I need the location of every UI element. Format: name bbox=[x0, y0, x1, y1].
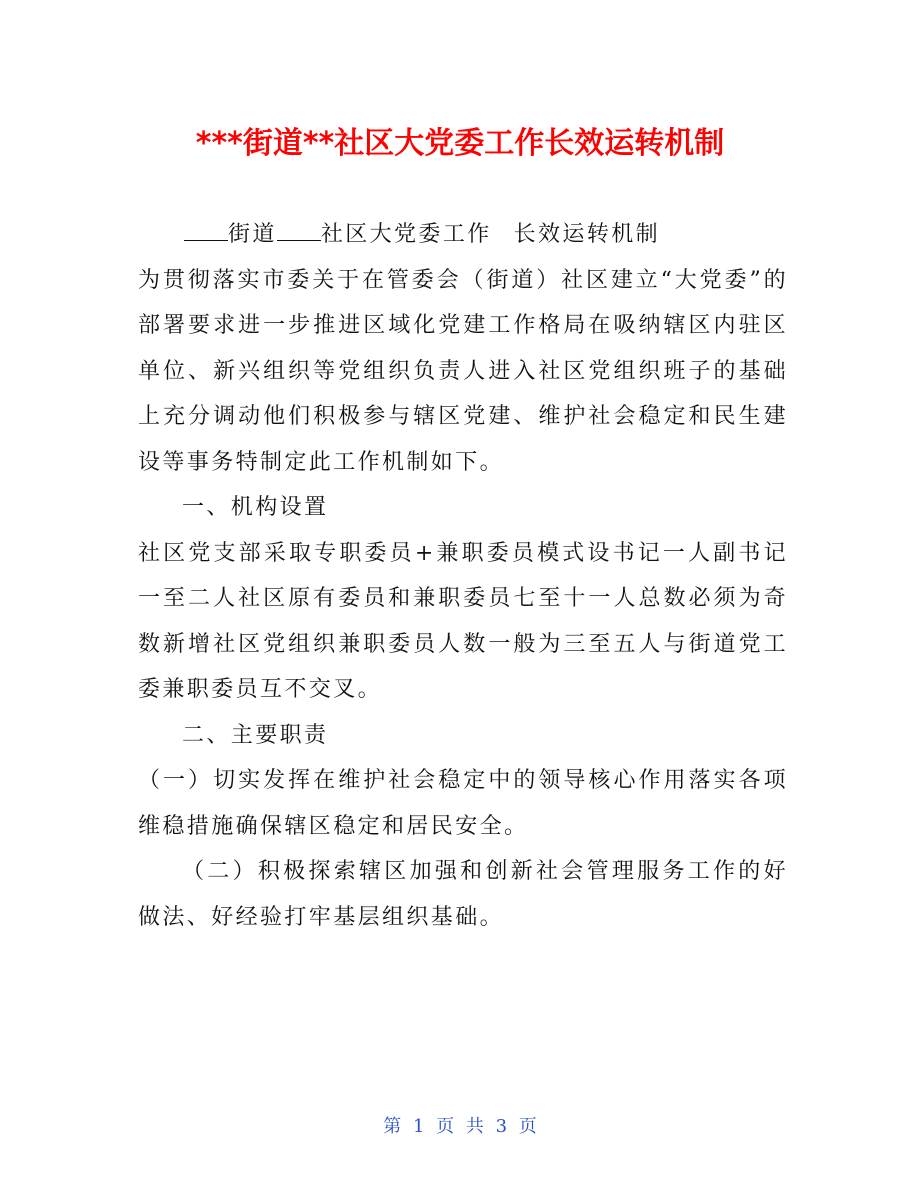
section-heading-2: 二、主要职责 bbox=[182, 722, 329, 748]
document-body bbox=[138, 212, 788, 940]
document-title: ***街道**社区大党委工作长效运转机制 bbox=[195, 126, 725, 161]
paragraph-intro: 为贯彻落实市委关于在管委会（街道）社区建立“大党委”的部署要求进一步推进区域化党建工作格局在吸纳辖区内驻区单位、新兴组织等党组织负责人进入社区党组织班子的基础上充分调动他们积极参与辖区党建、维护社会稳定和民生建设等事务特制定此工作机制如下。 bbox=[138, 267, 788, 475]
blank-underline bbox=[277, 220, 321, 241]
document-subtitle bbox=[138, 212, 788, 258]
subtitle-part-2: 社区大党委工作 bbox=[320, 222, 492, 247]
blank-underline bbox=[184, 220, 228, 241]
paragraph-structure: 社区党支部采取专职委员+兼职委员模式设书记一人副书记一至二人社区原有委员和兼职委员七至十一人总数必须为奇数新增社区党组织兼职委员人数一般为三至五人与街道党工委兼职委员互不交叉。 bbox=[138, 540, 788, 702]
paragraph-duty-1: （一）切实发挥在维护社会稳定中的领导核心作用落实各项维稳措施确保辖区稳定和居民安全。 bbox=[138, 768, 788, 839]
subtitle-part-3: 长效运转机制 bbox=[513, 222, 661, 247]
subtitle-part-1: 街道 bbox=[228, 222, 277, 247]
paragraph-duty-2: （二）积极探索辖区加强和创新社会管理服务工作的好做法、好经验打牢基层组织基础。 bbox=[138, 859, 788, 930]
section-heading-1: 一、机构设置 bbox=[182, 495, 329, 520]
page-number-footer: 第 1 页 共 3 页 bbox=[383, 1116, 537, 1137]
